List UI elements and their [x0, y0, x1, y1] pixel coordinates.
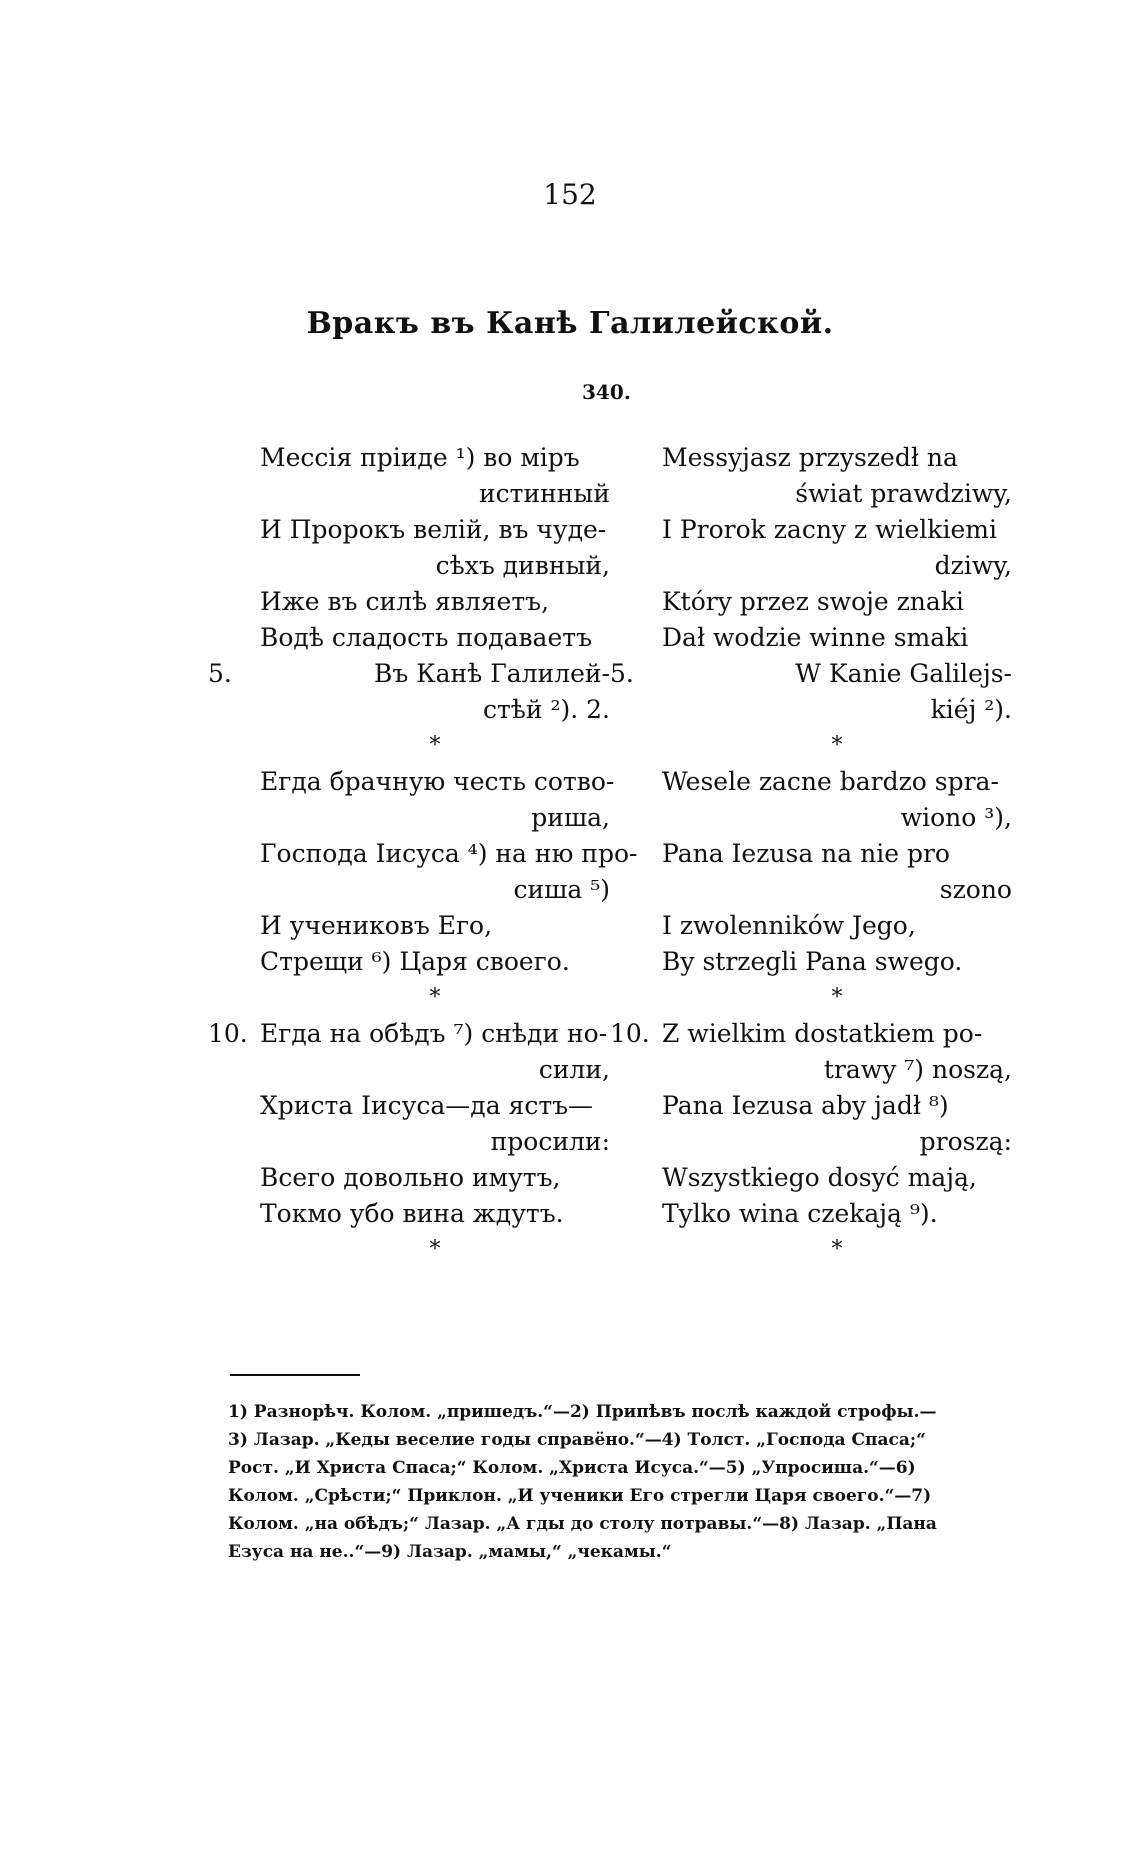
- left-stanza-separator: *: [429, 1237, 441, 1262]
- verse-number: 5.: [208, 659, 232, 688]
- footnote-line: Колом. „Срѣсти;“ Приклон. „И ученики Его стрегли Царя своего.“—7): [228, 1486, 932, 1506]
- left-stanza-separator: *: [429, 985, 441, 1010]
- verse-text: proszą:: [919, 1127, 1012, 1156]
- right-verse-line: [662, 692, 1012, 728]
- footnote-line: 3) Лазар. „Кеды веселие годы справёно.“—4) Толст. „Господа Спаса;“: [228, 1430, 926, 1450]
- left-verse-line: [260, 476, 610, 512]
- verse-text: szono: [939, 875, 1012, 904]
- verse-text: Иже въ силѣ являетъ,: [260, 587, 550, 616]
- verse-text: Dał wodzie winne smaki: [662, 623, 969, 652]
- verse-text: Pana Iezusa na nie pro: [662, 839, 950, 868]
- left-verse-line: [208, 656, 610, 692]
- verse-text: Стрещи ⁶) Царя своего.: [260, 947, 570, 976]
- footnote-line: 1) Разнорѣч. Колом. „пришедъ.“—2) Припѣвъ послѣ каждой строфы.—: [228, 1402, 937, 1422]
- verse-text: wiono ³),: [900, 803, 1012, 832]
- verse-text: И учениковъ Его,: [260, 911, 493, 940]
- left-verse-line: [260, 764, 615, 800]
- verse-text: Wesele zacne bardzo spra-: [662, 767, 999, 796]
- page-title: Вракъ въ Канѣ Галилейской.: [306, 306, 834, 341]
- verse-text: Егда брачную честь сотво-: [260, 767, 615, 796]
- verse-text: Въ Канѣ Галилей-: [374, 659, 610, 688]
- right-verse-line: [662, 440, 1012, 476]
- footnotes: [228, 1398, 1028, 1566]
- verse-text: Христа Іисуса—да ястъ—: [260, 1091, 594, 1120]
- verse-text: просили:: [490, 1127, 610, 1156]
- verse-text: Tylko wina czekają ⁹).: [662, 1199, 938, 1228]
- verse-text: Егда на обѣдъ ⁷) снѣди но-: [260, 1019, 608, 1048]
- verse-number: 5.: [610, 659, 634, 688]
- verse-text: By strzegli Pana swego.: [662, 947, 963, 976]
- right-verse-line: [662, 1124, 1012, 1160]
- left-verse-line: [260, 836, 638, 872]
- verse-number: 10.: [208, 1019, 248, 1048]
- left-verse-line: [260, 800, 610, 836]
- verse-text: dziwy,: [934, 551, 1012, 580]
- footnote-line: Колом. „на обѣдъ;“ Лазар. „А гды до столу потравы.“—8) Лазар. „Пана: [228, 1514, 937, 1534]
- verse-text: Messyjasz przyszedł na: [662, 443, 958, 472]
- left-verse-line: [260, 440, 610, 476]
- verse-text: trawy ⁷) noszą,: [823, 1055, 1012, 1084]
- song-number: 340.: [582, 380, 631, 404]
- right-verse-line: [662, 1160, 1012, 1196]
- left-verse-line: [260, 1160, 610, 1196]
- verse-text: Wszystkiego dosyć mają,: [662, 1163, 977, 1192]
- verse-text: Господа Іисуса ⁴) на ню про-: [260, 839, 638, 868]
- verse-text: Водѣ сладость подаваетъ: [260, 623, 592, 652]
- verse-text: świat prawdziwy,: [795, 479, 1012, 508]
- right-verse-line: [662, 764, 1012, 800]
- left-verse-line: [260, 512, 610, 548]
- page-number: 152: [543, 178, 597, 211]
- verse-text: Pana Iezusa aby jadł ⁸): [662, 1091, 949, 1120]
- right-verse-line: [662, 1052, 1012, 1088]
- left-verse-line: [260, 620, 610, 656]
- footnote-line: Езуса на не..“—9) Лазар. „мамы,“ „чекамы.“: [228, 1542, 672, 1562]
- right-verse-line: [662, 512, 1012, 548]
- verse-text: истинный: [478, 479, 610, 508]
- right-stanza-separator: *: [831, 733, 843, 758]
- right-verse-line: [610, 656, 1012, 692]
- verse-text: kiéj ²).: [930, 695, 1012, 724]
- right-verse-line: [662, 872, 1012, 908]
- right-verse-line: [662, 620, 1012, 656]
- left-verse-line: [260, 548, 610, 584]
- left-verse-line: [260, 584, 610, 620]
- verse-text: сили,: [538, 1055, 610, 1084]
- right-verse-line: [662, 548, 1012, 584]
- right-verse-line: [610, 1016, 1012, 1052]
- verse-text: Токмо убо вина ждутъ.: [260, 1199, 564, 1228]
- left-verse-line: [260, 1088, 610, 1124]
- right-verse-line: [662, 908, 1012, 944]
- verse-text: Z wielkim dostatkiem po-: [662, 1019, 983, 1048]
- verse-text: Który przez swoje znaki: [662, 587, 964, 616]
- verse-text: стѣй ²). 2.: [482, 695, 610, 724]
- right-verse-line: [662, 1196, 1012, 1232]
- right-verse-line: [662, 1088, 1012, 1124]
- verse-text: I zwolenników Jego,: [662, 911, 916, 940]
- footnote-line: Рост. „И Христа Спаса;“ Колом. „Христа Исуса.“—5) „Упросиша.“—6): [228, 1458, 916, 1478]
- left-verse-line: [260, 872, 610, 908]
- verse-text: И Пророкъ велій, въ чуде-: [260, 515, 607, 544]
- right-stanza-separator: *: [831, 985, 843, 1010]
- verse-text: I Prorok zacny z wielkiemi: [662, 515, 997, 544]
- right-stanza-separator: *: [831, 1237, 843, 1262]
- left-verse-line: [260, 1196, 610, 1232]
- right-verse-line: [662, 584, 1012, 620]
- left-stanza-separator: *: [429, 733, 441, 758]
- left-column: [208, 440, 638, 1268]
- verse-text: Мессія пріиде ¹) во міръ: [260, 443, 580, 472]
- left-verse-line: [208, 1016, 610, 1052]
- right-column: [610, 440, 1012, 1268]
- right-verse-line: [662, 836, 1012, 872]
- footnote-divider: [230, 1374, 360, 1376]
- left-verse-line: [260, 908, 610, 944]
- verse-text: риша,: [531, 803, 610, 832]
- verse-text: сиша ⁵): [513, 875, 610, 904]
- left-verse-line: [260, 1052, 610, 1088]
- verse-number: 10.: [610, 1019, 650, 1048]
- right-verse-line: [662, 800, 1012, 836]
- left-verse-line: [260, 944, 610, 980]
- left-verse-line: [260, 1124, 610, 1160]
- verse-text: Всего довольно имутъ,: [260, 1163, 561, 1192]
- verse-text: сѣхъ дивный,: [435, 551, 610, 580]
- verse-text: W Kanie Galilejs-: [795, 659, 1012, 688]
- left-verse-line: [260, 692, 610, 728]
- right-verse-line: [662, 944, 1012, 980]
- right-verse-line: [662, 476, 1012, 512]
